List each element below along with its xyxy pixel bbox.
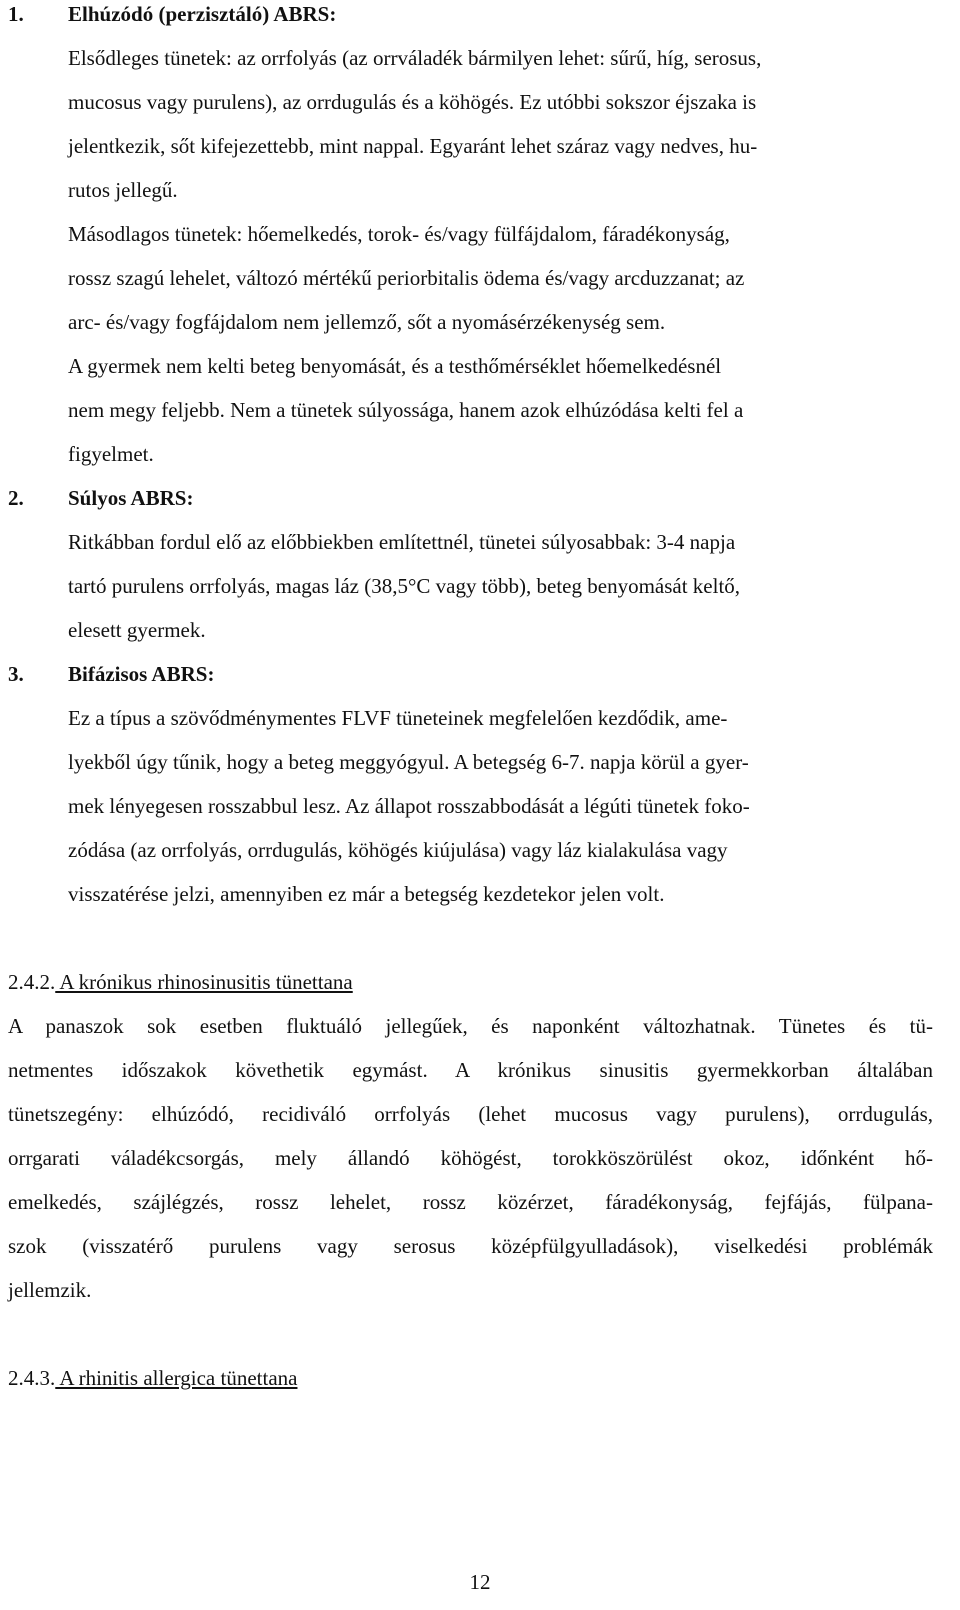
section-number: 2.4.3. bbox=[8, 1366, 56, 1390]
item-1-line: jelentkezik, sőt kifejezettebb, mint nappal. Egyaránt lehet száraz vagy nedves, hu- bbox=[68, 134, 758, 158]
section-title: A krónikus rhinosinusitis tünettana bbox=[55, 970, 353, 994]
item-2-title: Súlyos ABRS: bbox=[68, 486, 194, 510]
item-3-number: 3. bbox=[8, 662, 24, 686]
section-2-4-2-line: emelkedés, szájlégzés, rossz lehelet, rossz közérzet, fáradékonyság, fejfájás, fülpana- bbox=[8, 1190, 933, 1214]
item-1-line: Másodlagos tünetek: hőemelkedés, torok- és/vagy fülfájdalom, fáradékonyság, bbox=[68, 222, 730, 246]
item-2-number: 2. bbox=[8, 486, 24, 510]
item-1-line: mucosus vagy purulens), az orrdugulás és a köhögés. Ez utóbbi sokszor éjszaka is bbox=[68, 90, 757, 114]
page-number: 12 bbox=[469, 1570, 491, 1594]
item-2-line: elesett gyermek. bbox=[68, 618, 206, 642]
section-title: A rhinitis allergica tünettana bbox=[55, 1366, 298, 1390]
item-1-line: nem megy feljebb. Nem a tünetek súlyossága, hanem azok elhúzódása kelti fel a bbox=[68, 398, 744, 422]
section-heading-2-4-2 bbox=[8, 968, 353, 996]
item-2-line: Ritkábban fordul elő az előbbiekben említettnél, tünetei súlyosabbak: 3-4 napja bbox=[68, 530, 736, 554]
item-3-line: Ez a típus a szövődménymentes FLVF tüneteinek megfelelően kezdődik, ame- bbox=[68, 706, 728, 730]
section-2-4-2-line: jellemzik. bbox=[8, 1278, 92, 1302]
item-3-line: mek lényegesen rosszabbul lesz. Az állapot rosszabbodását a légúti tünetek foko- bbox=[68, 794, 750, 818]
section-number: 2.4.2. bbox=[8, 970, 56, 994]
item-3-title: Bifázisos ABRS: bbox=[68, 662, 215, 686]
item-1-title: Elhúzódó (perzisztáló) ABRS: bbox=[68, 2, 337, 26]
section-2-4-2-line: orrgarati váladékcsorgás, mely állandó köhögést, torokköszörülést okoz, időnként hő- bbox=[8, 1146, 933, 1170]
section-2-4-2-line: szok (visszatérő purulens vagy serosus középfülgyulladások), viselkedési problémák bbox=[8, 1234, 933, 1258]
item-3-line: visszatérése jelzi, amennyiben ez már a betegség kezdetekor jelen volt. bbox=[68, 882, 665, 906]
item-1-number: 1. bbox=[8, 2, 24, 26]
item-1-line: rutos jellegű. bbox=[68, 178, 178, 202]
item-3-line: lyekből úgy tűnik, hogy a beteg meggyógyul. A betegség 6-7. napja körül a gyer- bbox=[68, 750, 749, 774]
item-2-line: tartó purulens orrfolyás, magas láz (38,5°C vagy több), beteg benyomását keltő, bbox=[68, 574, 741, 598]
item-1-line: arc- és/vagy fogfájdalom nem jellemző, sőt a nyomásérzékenység sem. bbox=[68, 310, 666, 334]
section-2-4-2-line: tünetszegény: elhúzódó, recidiváló orrfolyás (lehet mucosus vagy purulens), orrdugulás, bbox=[8, 1102, 933, 1126]
item-3-line: zódása (az orrfolyás, orrdugulás, köhögés kiújulása) vagy láz kialakulása vagy bbox=[68, 838, 728, 862]
section-2-4-2-line: A panaszok sok esetben fluktuáló jellegűek, és naponként változhatnak. Tünetes és tü- bbox=[8, 1014, 933, 1038]
section-2-4-2-line: netmentes időszakok követhetik egymást. A krónikus sinusitis gyermekkorban általában bbox=[8, 1058, 933, 1082]
section-heading-2-4-3 bbox=[8, 1364, 297, 1392]
item-1-line: rossz szagú lehelet, változó mértékű periorbitalis ödema és/vagy arcduzzanat; az bbox=[68, 266, 745, 290]
item-1-line: A gyermek nem kelti beteg benyomását, és a testhőmérséklet hőemelkedésnél bbox=[68, 354, 722, 378]
item-1-line: Elsődleges tünetek: az orrfolyás (az orrváladék bármilyen lehet: sűrű, híg, serosus, bbox=[68, 46, 762, 70]
item-1-line: figyelmet. bbox=[68, 442, 154, 466]
